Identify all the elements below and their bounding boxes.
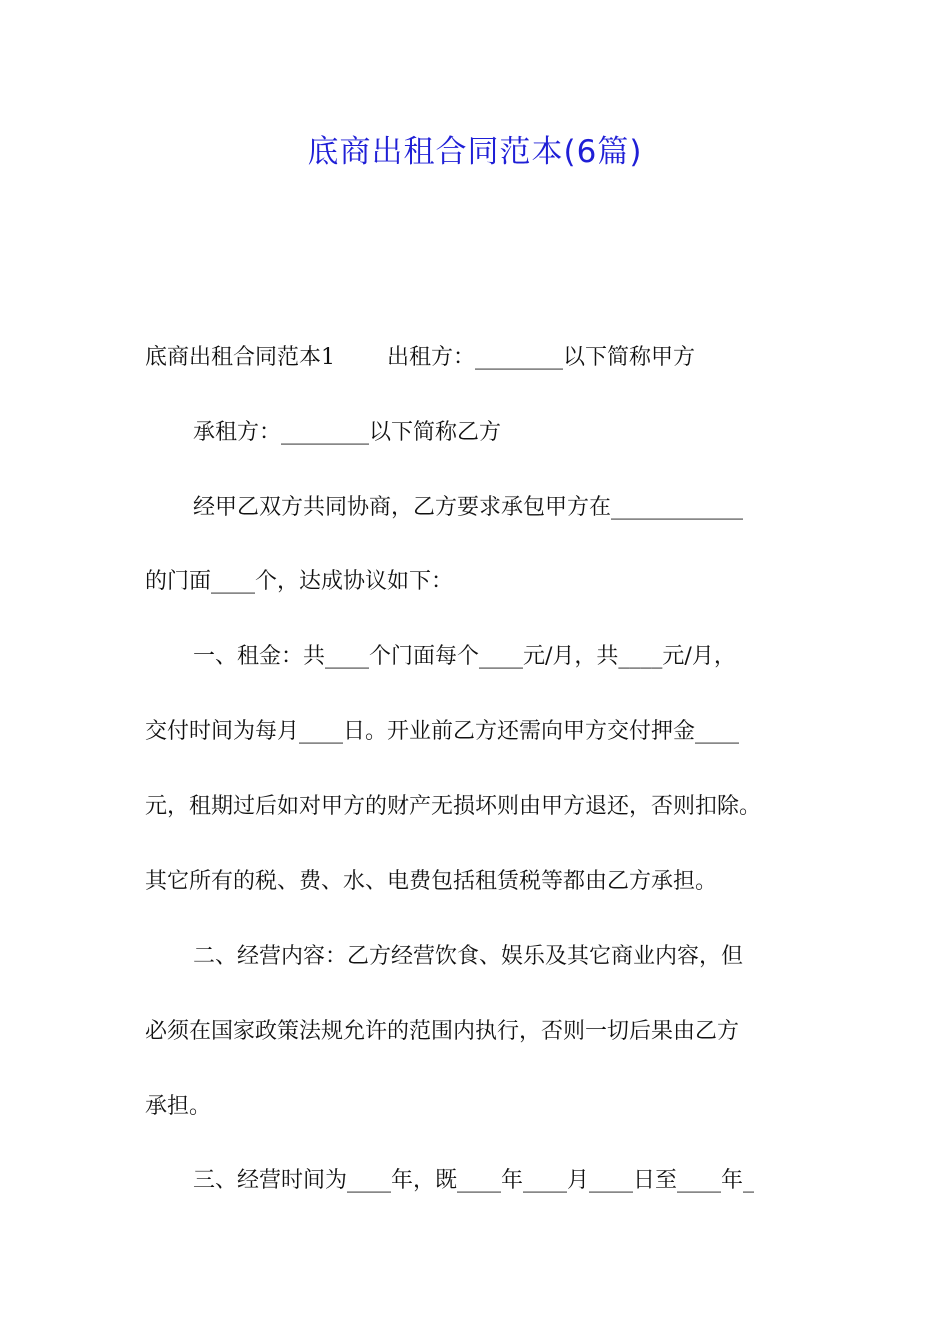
clause-business-line: 二、经营内容：乙方经营饮食、娱乐及其它商业内容，但 — [193, 944, 744, 969]
paragraph-line: 元，租期过后如对甲方的财产无损坏则由甲方退还，否则扣除。 — [145, 794, 762, 819]
clause-term-line: 三、经营时间为____年，既____年____月____日至____年_ — [193, 1168, 755, 1193]
section-heading: 底商出租合同范本1 — [145, 345, 335, 370]
clause-rent-line: 一、租金：共____个门面每个____元/月，共____元/月， — [193, 644, 736, 669]
first-line — [145, 342, 695, 374]
lessee-line: 承租方：________以下简称乙方 — [193, 420, 502, 445]
paragraph-line: 必须在国家政策法规允许的范围内执行，否则一切后果由乙方 — [145, 1019, 740, 1044]
paragraph-line: 承担。 — [145, 1094, 212, 1119]
lessor-line: 出租方：________以下简称甲方 — [387, 345, 696, 370]
paragraph-line: 交付时间为每月____日。开业前乙方还需向甲方交付押金____ — [145, 719, 740, 744]
paragraph-line: 的门面____个，达成协议如下： — [145, 569, 454, 594]
paragraph-line: 经甲乙双方共同协商，乙方要求承包甲方在____________ — [193, 495, 744, 520]
document-title: 底商出租合同范本(6篇) — [307, 134, 643, 170]
paragraph-line: 其它所有的税、费、水、电费包括租赁税等都由乙方承担。 — [145, 869, 718, 894]
